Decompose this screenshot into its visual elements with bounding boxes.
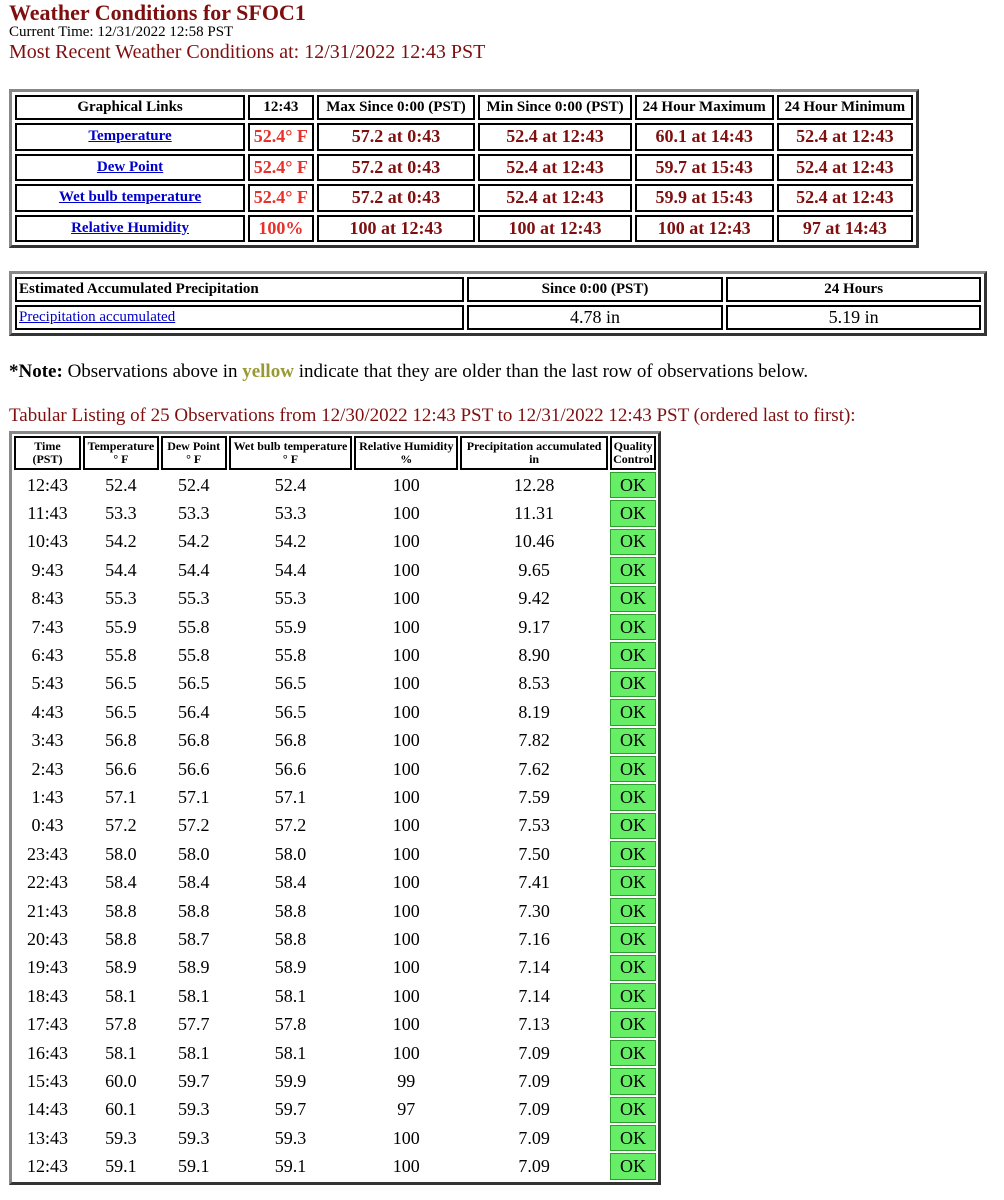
- obs-dew-point: 58.0: [177, 843, 210, 864]
- obs-wet-bulb: 57.8: [274, 1014, 307, 1035]
- precip-row: [15, 305, 981, 330]
- obs-dew-point: 58.1: [177, 1042, 210, 1063]
- obs-relative-humidity: 100: [392, 616, 420, 637]
- observations-header-row: [14, 436, 656, 470]
- qc-status-badge: OK: [610, 642, 656, 668]
- qc-status-badge: OK: [610, 472, 656, 498]
- precipitation-table: [9, 271, 987, 336]
- obs-dew-point: 58.4: [177, 872, 210, 893]
- obs-wet-bulb: 59.3: [274, 1127, 307, 1148]
- obs-time: 10:43: [26, 531, 68, 552]
- precip-col-since-midnight: Since 0:00 (PST): [467, 277, 724, 302]
- observation-row: [14, 614, 656, 640]
- qc-status-badge: OK: [610, 841, 656, 867]
- most-recent-conditions: Most Recent Weather Conditions at: 12/31/2022 12:43 PST: [9, 41, 486, 63]
- obs-relative-humidity: 100: [392, 957, 420, 978]
- obs-col-unit: in: [529, 452, 540, 466]
- obs-relative-humidity: 100: [392, 1014, 420, 1035]
- obs-time: 19:43: [26, 957, 68, 978]
- qc-status-badge: OK: [610, 983, 656, 1009]
- obs-precip-accumulated: 7.16: [518, 928, 550, 949]
- summary-value: 100 at 12:43: [478, 215, 631, 243]
- obs-precip-accumulated: 7.82: [518, 730, 550, 751]
- obs-relative-humidity: 100: [392, 474, 420, 495]
- summary-value: 52.4 at 12:43: [478, 184, 631, 212]
- obs-time: 11:43: [27, 503, 68, 524]
- note-text-after: indicate that they are older than the last row of observations below.: [293, 361, 809, 382]
- summary-col-min-since: Min Since 0:00 (PST): [478, 95, 631, 120]
- obs-wet-bulb: 59.9: [274, 1070, 307, 1091]
- obs-dew-point: 55.8: [177, 645, 210, 666]
- note-prefix: *Note:: [9, 361, 63, 382]
- qc-status-badge: OK: [610, 926, 656, 952]
- note: [9, 361, 808, 383]
- observation-row: [14, 1125, 656, 1151]
- obs-precip-accumulated: 7.09: [518, 1042, 550, 1063]
- qc-status-badge: OK: [610, 813, 656, 839]
- obs-col-unit: ° F: [282, 452, 299, 466]
- obs-col-label: Dew Point: [167, 439, 221, 453]
- dew-point-link[interactable]: Dew Point: [96, 158, 164, 175]
- obs-temperature: 60.0: [105, 1070, 137, 1091]
- observation-row: [14, 699, 656, 725]
- obs-relative-humidity: 100: [392, 588, 420, 609]
- obs-temperature: 59.1: [105, 1156, 137, 1177]
- qc-status-badge: OK: [610, 756, 656, 782]
- observation-row: [14, 642, 656, 668]
- obs-precip-accumulated: 8.90: [518, 645, 550, 666]
- obs-dew-point: 54.4: [177, 559, 210, 580]
- obs-wet-bulb: 52.4: [274, 474, 307, 495]
- obs-temperature: 56.5: [105, 701, 137, 722]
- obs-relative-humidity: 100: [392, 900, 420, 921]
- obs-temperature: 55.3: [105, 588, 137, 609]
- observation-row: [14, 500, 656, 526]
- obs-temperature: 55.8: [105, 645, 137, 666]
- obs-wet-bulb: 55.9: [274, 616, 307, 637]
- qc-status-badge: OK: [610, 671, 656, 697]
- obs-dew-point: 56.6: [177, 758, 210, 779]
- obs-dew-point: 52.4: [177, 474, 210, 495]
- current-value: 100%: [248, 215, 313, 243]
- observation-row: [14, 1068, 656, 1094]
- summary-value: 60.1 at 14:43: [635, 123, 774, 151]
- obs-relative-humidity: 100: [392, 701, 420, 722]
- obs-time: 21:43: [26, 900, 68, 921]
- obs-dew-point: 59.7: [177, 1070, 210, 1091]
- obs-time: 22:43: [26, 872, 68, 893]
- obs-relative-humidity: 100: [392, 815, 420, 836]
- qc-status-badge: OK: [610, 784, 656, 810]
- summary-row-dew-point: [15, 154, 913, 182]
- precip-accumulated-link[interactable]: Precipitation accumulated: [19, 309, 176, 325]
- current-time: Current Time: 12/31/2022 12:58 PST: [9, 24, 234, 40]
- note-text-before: Observations above in: [62, 361, 243, 382]
- obs-col-label: Relative Humidity: [359, 439, 454, 453]
- obs-relative-humidity: 97: [397, 1099, 416, 1120]
- obs-relative-humidity: 100: [392, 730, 420, 751]
- obs-time: 3:43: [31, 730, 64, 751]
- summary-row-relative-humidity: [15, 215, 913, 243]
- observation-row: [14, 1097, 656, 1123]
- obs-temperature: 52.4: [105, 474, 137, 495]
- obs-precip-accumulated: 7.09: [518, 1099, 550, 1120]
- obs-col-unit: ° F: [113, 452, 129, 466]
- summary-col-max-since: Max Since 0:00 (PST): [317, 95, 476, 120]
- obs-wet-bulb: 56.5: [274, 701, 307, 722]
- precip-header-row: [15, 277, 981, 302]
- summary-value: 52.4 at 12:43: [478, 154, 631, 182]
- obs-temperature: 57.2: [105, 815, 137, 836]
- precip-24h: 5.19 in: [726, 305, 981, 330]
- obs-col-dew-point: [161, 436, 227, 470]
- qc-status-badge: OK: [610, 869, 656, 895]
- precip-link-cell: [15, 305, 464, 330]
- obs-precip-accumulated: 7.09: [518, 1070, 550, 1091]
- obs-time: 15:43: [26, 1070, 68, 1091]
- summary-value: 57.2 at 0:43: [317, 123, 476, 151]
- obs-col-quality-control: [610, 436, 656, 470]
- obs-relative-humidity: 100: [392, 559, 420, 580]
- obs-time: 4:43: [31, 701, 64, 722]
- observation-row: [14, 926, 656, 952]
- obs-wet-bulb: 58.8: [274, 928, 307, 949]
- qc-status-badge: OK: [610, 1153, 656, 1179]
- obs-dew-point: 57.2: [177, 815, 210, 836]
- obs-temperature: 58.4: [105, 872, 137, 893]
- obs-dew-point: 56.4: [177, 701, 210, 722]
- observation-row: [14, 1011, 656, 1037]
- observation-row: [14, 557, 656, 583]
- obs-time: 5:43: [31, 673, 64, 694]
- obs-dew-point: 58.1: [177, 985, 210, 1006]
- observation-row: [14, 728, 656, 754]
- summary-col-24h-max: 24 Hour Maximum: [635, 95, 774, 120]
- observations-heading: Tabular Listing of 25 Observations from 12/30/2022 12:43 PST to 12/31/2022 12:43 PST (ordered last to first):: [9, 405, 856, 426]
- obs-time: 17:43: [26, 1014, 68, 1035]
- obs-relative-humidity: 100: [392, 786, 420, 807]
- relative-humidity-link[interactable]: Relative Humidity: [71, 219, 189, 236]
- qc-status-badge: OK: [610, 500, 656, 526]
- obs-precip-accumulated: 7.14: [518, 957, 550, 978]
- summary-row-temperature: [15, 123, 913, 151]
- obs-time: 7:43: [31, 616, 64, 637]
- obs-wet-bulb: 57.1: [274, 786, 307, 807]
- obs-dew-point: 59.1: [177, 1156, 210, 1177]
- qc-status-badge: OK: [610, 1011, 656, 1037]
- obs-wet-bulb: 58.4: [274, 872, 307, 893]
- obs-col-unit: %: [400, 452, 413, 466]
- obs-relative-humidity: 100: [392, 1042, 420, 1063]
- current-value: 52.4° F: [248, 123, 313, 151]
- obs-col-precip-accumulated: [460, 436, 608, 470]
- obs-wet-bulb: 56.8: [274, 730, 307, 751]
- obs-col-relative-humidity: [354, 436, 458, 470]
- obs-time: 9:43: [31, 559, 64, 580]
- obs-precip-accumulated: 7.59: [518, 786, 550, 807]
- obs-temperature: 54.2: [105, 531, 137, 552]
- obs-col-temperature: [83, 436, 159, 470]
- obs-temperature: 55.9: [105, 616, 137, 637]
- qc-status-badge: OK: [610, 557, 656, 583]
- summary-link-cell: [15, 184, 245, 212]
- precip-since-midnight: 4.78 in: [467, 305, 724, 330]
- obs-col-label: Wet bulb temperature: [233, 439, 348, 453]
- obs-col-label: Quality: [613, 439, 653, 453]
- obs-precip-accumulated: 7.09: [518, 1156, 550, 1177]
- obs-dew-point: 58.7: [177, 928, 210, 949]
- obs-time: 2:43: [31, 758, 64, 779]
- obs-wet-bulb: 56.5: [274, 673, 307, 694]
- obs-temperature: 57.8: [105, 1014, 137, 1035]
- obs-time: 20:43: [26, 928, 68, 949]
- obs-precip-accumulated: 8.19: [518, 701, 550, 722]
- obs-relative-humidity: 100: [392, 673, 420, 694]
- qc-status-badge: OK: [610, 529, 656, 555]
- obs-dew-point: 56.8: [177, 730, 210, 751]
- obs-col-unit: Control: [613, 452, 653, 466]
- obs-dew-point: 57.1: [177, 786, 210, 807]
- obs-precip-accumulated: 7.50: [518, 843, 550, 864]
- observation-row: [14, 813, 656, 839]
- obs-relative-humidity: 100: [392, 985, 420, 1006]
- obs-wet-bulb: 58.1: [274, 985, 307, 1006]
- obs-temperature: 58.9: [105, 957, 137, 978]
- obs-temperature: 58.1: [105, 985, 137, 1006]
- obs-time: 6:43: [31, 645, 64, 666]
- obs-time: 1:43: [31, 786, 64, 807]
- summary-link-cell: [15, 215, 245, 243]
- obs-precip-accumulated: 11.31: [514, 503, 555, 524]
- summary-value: 52.4 at 12:43: [777, 154, 913, 182]
- obs-dew-point: 57.7: [177, 1014, 210, 1035]
- summary-value: 59.9 at 15:43: [635, 184, 774, 212]
- obs-wet-bulb: 53.3: [274, 503, 307, 524]
- obs-precip-accumulated: 8.53: [518, 673, 550, 694]
- wet-bulb-link[interactable]: Wet bulb temperature: [58, 189, 202, 206]
- obs-dew-point: 53.3: [177, 503, 210, 524]
- qc-status-badge: OK: [610, 586, 656, 612]
- obs-wet-bulb: 54.4: [274, 559, 307, 580]
- current-value: 52.4° F: [248, 154, 313, 182]
- summary-value: 59.7 at 15:43: [635, 154, 774, 182]
- temperature-link[interactable]: Temperature: [88, 128, 172, 145]
- obs-precip-accumulated: 12.28: [513, 474, 555, 495]
- obs-temperature: 58.8: [105, 900, 137, 921]
- obs-wet-bulb: 59.7: [274, 1099, 307, 1120]
- observation-row: [14, 841, 656, 867]
- obs-wet-bulb: 58.8: [274, 900, 307, 921]
- observation-row: [14, 472, 656, 498]
- obs-wet-bulb: 57.2: [274, 815, 307, 836]
- obs-dew-point: 59.3: [177, 1099, 210, 1120]
- qc-status-badge: OK: [610, 699, 656, 725]
- observation-row: [14, 529, 656, 555]
- obs-temperature: 60.1: [105, 1099, 137, 1120]
- observation-row: [14, 1040, 656, 1066]
- obs-temperature: 58.1: [105, 1042, 137, 1063]
- obs-time: 13:43: [26, 1127, 68, 1148]
- note-highlight: yellow: [242, 361, 294, 382]
- qc-status-badge: OK: [610, 614, 656, 640]
- qc-status-badge: OK: [610, 1125, 656, 1151]
- obs-time: 12:43: [26, 1156, 68, 1177]
- obs-wet-bulb: 58.0: [274, 843, 307, 864]
- obs-precip-accumulated: 7.41: [518, 872, 550, 893]
- summary-table: [9, 89, 919, 248]
- obs-dew-point: 55.8: [177, 616, 210, 637]
- obs-precip-accumulated: 7.13: [518, 1014, 550, 1035]
- summary-value: 52.4 at 12:43: [777, 184, 913, 212]
- summary-value: 57.2 at 0:43: [317, 184, 476, 212]
- qc-status-badge: OK: [610, 1040, 656, 1066]
- summary-row-wet-bulb: [15, 184, 913, 212]
- obs-precip-accumulated: 7.09: [518, 1127, 550, 1148]
- obs-col-label: Time: [34, 439, 61, 453]
- observation-row: [14, 1153, 656, 1179]
- obs-time: 14:43: [26, 1099, 68, 1120]
- observations-table: [9, 431, 661, 1185]
- obs-temperature: 56.6: [105, 758, 137, 779]
- obs-col-unit: (PST): [32, 452, 63, 466]
- observation-row: [14, 869, 656, 895]
- obs-precip-accumulated: 7.30: [518, 900, 550, 921]
- obs-temperature: 56.8: [105, 730, 137, 751]
- obs-temperature: 53.3: [105, 503, 137, 524]
- qc-status-badge: OK: [610, 1068, 656, 1094]
- obs-dew-point: 56.5: [177, 673, 210, 694]
- obs-relative-humidity: 100: [392, 645, 420, 666]
- obs-wet-bulb: 55.3: [274, 588, 307, 609]
- obs-dew-point: 59.3: [177, 1127, 210, 1148]
- obs-time: 8:43: [31, 588, 64, 609]
- obs-temperature: 56.5: [105, 673, 137, 694]
- obs-precip-accumulated: 7.53: [518, 815, 550, 836]
- obs-time: 12:43: [26, 474, 68, 495]
- obs-precip-accumulated: 7.14: [518, 985, 550, 1006]
- observation-row: [14, 671, 656, 697]
- obs-relative-humidity: 100: [392, 758, 420, 779]
- obs-relative-humidity: 100: [392, 872, 420, 893]
- obs-precip-accumulated: 7.62: [518, 758, 550, 779]
- obs-time: 16:43: [26, 1042, 68, 1063]
- obs-col-wet-bulb: [229, 436, 353, 470]
- current-value: 52.4° F: [248, 184, 313, 212]
- obs-temperature: 54.4: [105, 559, 137, 580]
- obs-wet-bulb: 58.9: [274, 957, 307, 978]
- obs-relative-humidity: 100: [392, 1156, 420, 1177]
- obs-dew-point: 55.3: [177, 588, 210, 609]
- obs-relative-humidity: 100: [392, 843, 420, 864]
- qc-status-badge: OK: [610, 1097, 656, 1123]
- summary-value: 97 at 14:43: [777, 215, 913, 243]
- obs-precip-accumulated: 10.46: [513, 531, 555, 552]
- page-title: Weather Conditions for SFOC1: [9, 0, 306, 25]
- obs-temperature: 58.0: [105, 843, 137, 864]
- obs-precip-accumulated: 9.42: [518, 588, 550, 609]
- obs-relative-humidity: 100: [392, 1127, 420, 1148]
- obs-time: 18:43: [26, 985, 68, 1006]
- obs-col-time: [14, 436, 81, 470]
- obs-temperature: 58.8: [105, 928, 137, 949]
- obs-wet-bulb: 58.1: [274, 1042, 307, 1063]
- summary-link-cell: [15, 154, 245, 182]
- obs-wet-bulb: 56.6: [274, 758, 307, 779]
- summary-link-cell: [15, 123, 245, 151]
- observation-row: [14, 955, 656, 981]
- observation-row: [14, 784, 656, 810]
- obs-temperature: 59.3: [105, 1127, 137, 1148]
- obs-temperature: 57.1: [105, 786, 137, 807]
- obs-col-label: Precipitation accumulated: [466, 439, 602, 453]
- obs-relative-humidity: 99: [397, 1070, 416, 1091]
- summary-value: 52.4 at 12:43: [777, 123, 913, 151]
- obs-wet-bulb: 54.2: [274, 531, 307, 552]
- summary-header-row: [15, 95, 913, 120]
- obs-col-label: Temperature: [87, 439, 155, 453]
- qc-status-badge: OK: [610, 728, 656, 754]
- precip-col-label: Estimated Accumulated Precipitation: [15, 277, 464, 302]
- obs-time: 0:43: [31, 815, 64, 836]
- summary-col-links: Graphical Links: [15, 95, 245, 120]
- obs-dew-point: 58.8: [177, 900, 210, 921]
- precip-col-24h: 24 Hours: [726, 277, 981, 302]
- summary-value: 52.4 at 12:43: [478, 123, 631, 151]
- obs-precip-accumulated: 9.65: [518, 559, 550, 580]
- obs-col-unit: ° F: [186, 452, 202, 466]
- obs-precip-accumulated: 9.17: [518, 616, 550, 637]
- summary-col-current: 12:43: [248, 95, 313, 120]
- observation-row: [14, 983, 656, 1009]
- qc-status-badge: OK: [610, 898, 656, 924]
- obs-relative-humidity: 100: [392, 928, 420, 949]
- qc-status-badge: OK: [610, 955, 656, 981]
- obs-wet-bulb: 55.8: [274, 645, 307, 666]
- obs-dew-point: 58.9: [177, 957, 210, 978]
- obs-wet-bulb: 59.1: [274, 1156, 307, 1177]
- summary-value: 100 at 12:43: [317, 215, 476, 243]
- observation-row: [14, 586, 656, 612]
- obs-dew-point: 54.2: [177, 531, 210, 552]
- obs-relative-humidity: 100: [392, 503, 420, 524]
- obs-relative-humidity: 100: [392, 531, 420, 552]
- obs-time: 23:43: [26, 843, 68, 864]
- summary-value: 100 at 12:43: [635, 215, 774, 243]
- summary-col-24h-min: 24 Hour Minimum: [777, 95, 913, 120]
- observation-row: [14, 756, 656, 782]
- summary-value: 57.2 at 0:43: [317, 154, 476, 182]
- observation-row: [14, 898, 656, 924]
